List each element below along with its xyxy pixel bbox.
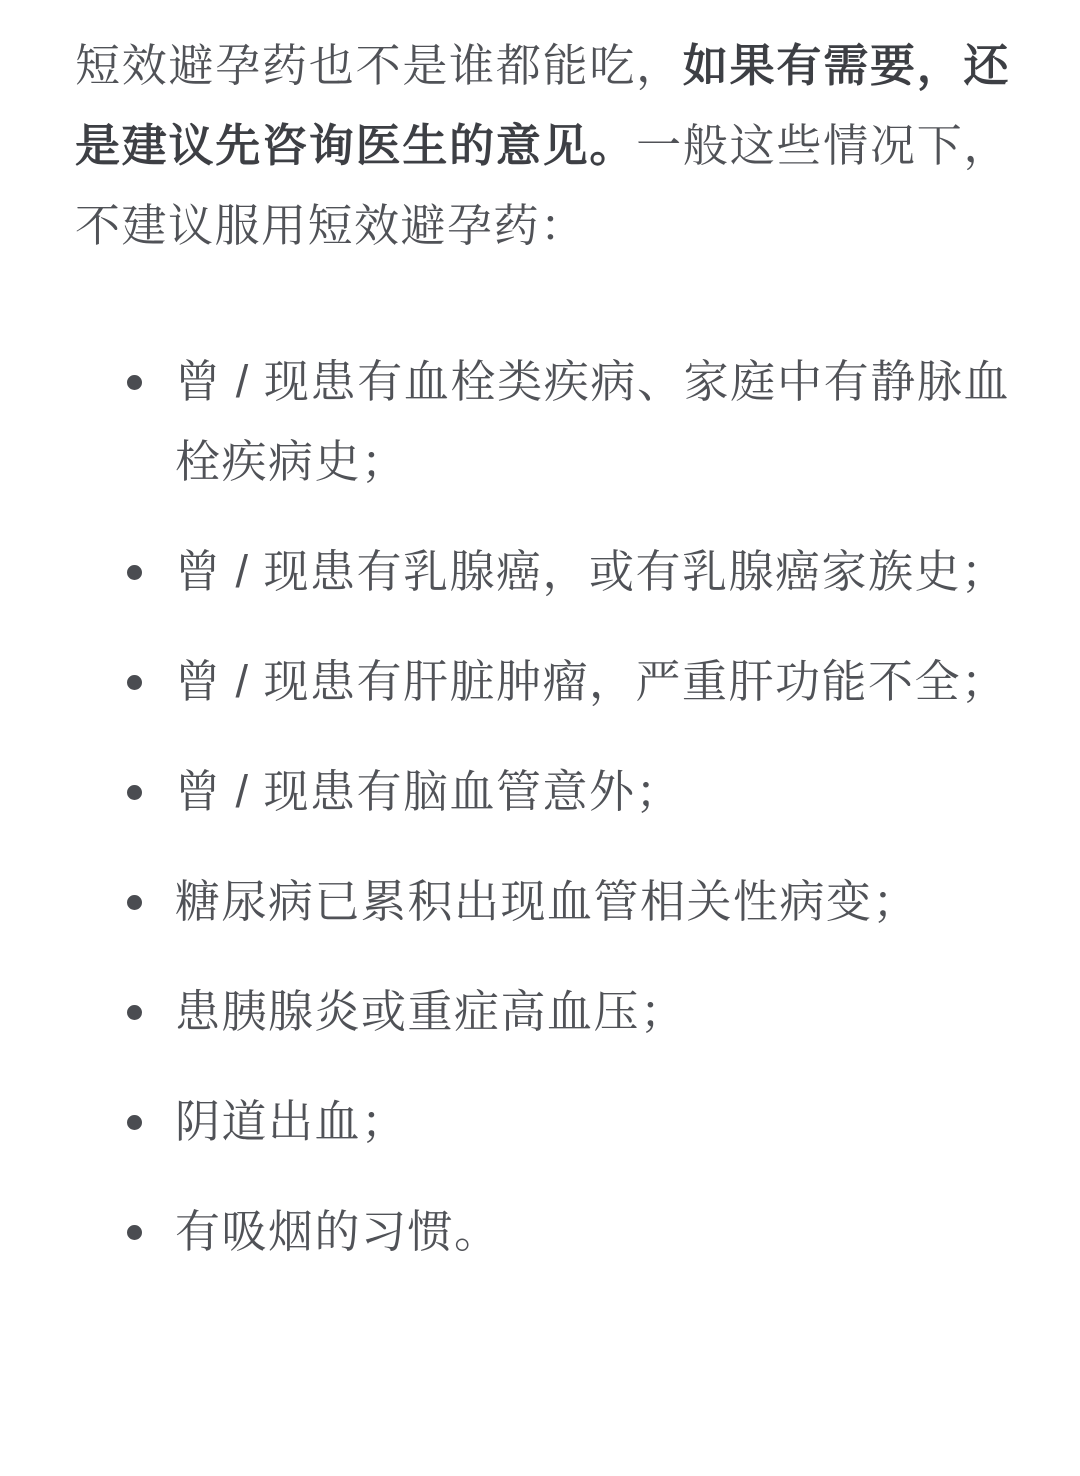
bullet-icon — [127, 565, 142, 580]
list-item-text: 糖尿病已累积出现血管相关性病变； — [175, 876, 920, 927]
bullet-icon — [127, 785, 142, 800]
list-item-text: 曾 / 现患有肝脏肿瘤，严重肝功能不全； — [175, 656, 1008, 707]
list-item — [127, 1082, 1010, 1162]
list-item — [127, 972, 1010, 1052]
list-item-text: 曾 / 现患有血栓类疾病、家庭中有静脉血栓疾病史； — [175, 356, 1010, 487]
list-item-text: 曾 / 现患有脑血管意外； — [175, 766, 683, 817]
list-item — [127, 532, 1010, 612]
intro-text-regular-2: 一般这些情况下，不建议服用短效避孕药： — [75, 120, 1010, 251]
list-item-text: 曾 / 现患有乳腺癌，或有乳腺癌家族史； — [175, 546, 1008, 597]
list-item — [127, 342, 1010, 502]
intro-text-regular-1: 短效避孕药也不是谁都能吃， — [75, 40, 683, 91]
bullet-icon — [127, 675, 142, 690]
list-item-text: 有吸烟的习惯。 — [175, 1206, 501, 1257]
list-item-text: 阴道出血； — [175, 1096, 408, 1147]
bullet-icon — [127, 375, 142, 390]
bullet-icon — [127, 1115, 142, 1130]
list-item-text: 患胰腺炎或重症高血压； — [175, 986, 687, 1037]
bullet-icon — [127, 895, 142, 910]
intro-paragraph — [75, 26, 1010, 266]
contraindication-list — [75, 342, 1010, 1272]
intro-text-bold: 如果有需要，还是建议先咨询医生的意见。 — [75, 40, 1010, 171]
list-item — [127, 752, 1010, 832]
bullet-icon — [127, 1225, 142, 1240]
bullet-icon — [127, 1005, 142, 1020]
list-item — [127, 862, 1010, 942]
list-item — [127, 642, 1010, 722]
list-item — [127, 1192, 1010, 1272]
